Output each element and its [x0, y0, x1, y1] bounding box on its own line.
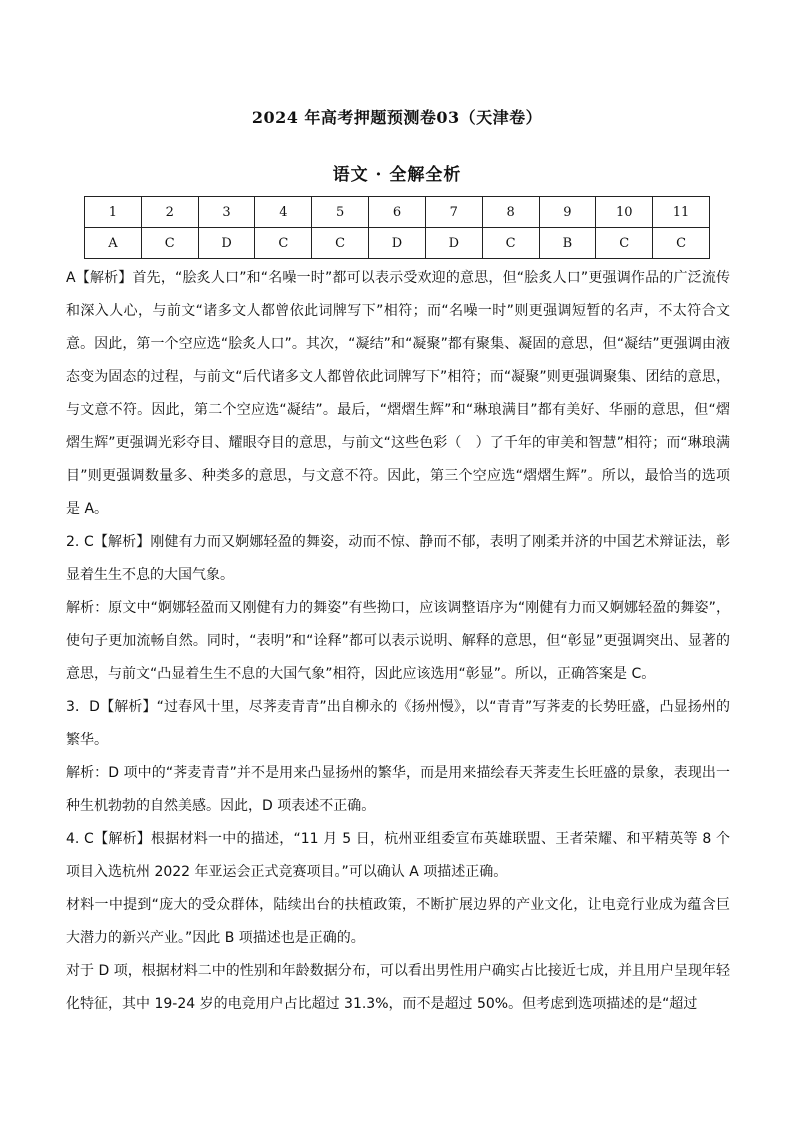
question-number-row: [85, 197, 710, 228]
answer-cell: B: [539, 228, 596, 259]
answer-cell: C: [312, 228, 369, 259]
question-number: 10: [596, 197, 653, 228]
question-number: 5: [312, 197, 369, 228]
document-subtitle: 语文 · 全解全析: [332, 165, 462, 185]
question-number: 3: [198, 197, 255, 228]
analysis-paragraph-q2: 2. C【解析】刚健有力而又婀娜轻盈的舞姿，动而不惊、静而不郁，表明了刚柔并济的中国艺术辩证法，彰显着生生不息的大国气象。: [66, 534, 730, 583]
answer-cell: C: [482, 228, 539, 259]
answer-table: [84, 196, 710, 259]
question-number: 1: [85, 197, 142, 228]
analysis-paragraph-q3-explanation: 解析：D 项中的“荠麦青青”并不是用来凸显扬州的繁华，而是用来描绘春天荠麦生长旺盛的景象，表现出一种生机勃勃的自然美感。因此，D 项表述不正确。: [66, 765, 730, 814]
answer-cell: C: [141, 228, 198, 259]
analysis-paragraph-q4: 4. C【解析】根据材料一中的描述，“11 月 5 日，杭州亚组委宣布英雄联盟、王者荣耀、和平精英等 8 个项目入选杭州 2022 年亚运会正式竞赛项目。”可以确认 A 项描述正确。: [66, 831, 730, 880]
question-number: 4: [255, 197, 312, 228]
question-number: 6: [369, 197, 426, 228]
question-number: 2: [141, 197, 198, 228]
question-number: 7: [425, 197, 482, 228]
question-number: 8: [482, 197, 539, 228]
analysis-body: [66, 262, 730, 1021]
analysis-paragraph-q2-explanation: 解析：原文中“婀娜轻盈而又刚健有力的舞姿”有些拗口，应该调整语序为“刚健有力而又婀娜轻盈的舞姿”，使句子更加流畅自然。同时，“表明”和“诠释”都可以表示说明、解释的意思，但“彰显”更强调突出、显著的意思，与前文“凸显着生生不息的大国气象”相符，因此应该选用“彰显”。所以，正确答案是 C。: [66, 600, 730, 682]
question-number: 11: [653, 197, 710, 228]
analysis-paragraph-q4-material: 材料一中提到“庞大的受众群体，陆续出台的扶植政策，不断扩展边界的产业文化，让电竞行业成为蕴含巨大潜力的新兴产业。”因此 B 项描述也是正确的。: [66, 897, 730, 946]
answer-row: [85, 228, 710, 259]
analysis-paragraph-q4-option-d: 对于 D 项，根据材料二中的性别和年龄数据分布，可以看出男性用户确实占比接近七成，并且用户呈现年轻化特征，其中 19-24 岁的电竞用户占比超过 31.3%，而不是超过 50%。但考虑到选项描述的是“超过: [66, 963, 730, 1012]
analysis-paragraph-q3: 3．D【解析】“过春风十里，尽荠麦青青”出自柳永的《扬州慢》，以“青青”写荠麦的长势旺盛，凸显扬州的繁华。: [66, 699, 730, 748]
answer-cell: D: [425, 228, 482, 259]
answer-cell: C: [255, 228, 312, 259]
answer-cell: A: [85, 228, 142, 259]
answer-cell: D: [369, 228, 426, 259]
answer-cell: C: [596, 228, 653, 259]
question-number: 9: [539, 197, 596, 228]
answer-cell: C: [653, 228, 710, 259]
document-title: 2024 年高考押题预测卷03（天津卷）: [251, 108, 543, 127]
analysis-paragraph-q1: A【解析】首先，“脍炙人口”和“名噪一时”都可以表示受欢迎的意思，但“脍炙人口”更强调作品的广泛流传和深入人心，与前文“诸多文人都曾依此词牌写下”相符；而“名噪一时”则更强调短暂的名声，不太符合文意。因此，第一个空应选“脍炙人口”。其次，“凝结”和“凝聚”都有聚集、凝固的意思，但“凝结”更强调由液态变为固态的过程，与前文“后代诸多文人都曾依此词牌写下”相符；而“凝聚”则更强调聚集、团结的意思，与文意不符。因此，第二个空应选“凝结”。最后，“熠熠生辉”和“琳琅满目”都有美好、华丽的意思，但“熠熠生辉”更强调光彩夺目、耀眼夺目的意思，与前文“这些色彩（ ）了千年的审美和智慧”相符；而“琳琅满目”则更强调数量多、种类多的意思，与文意不符。因此，第三个空应选“熠熠生辉”。所以，最恰当的选项是 A。: [66, 270, 730, 517]
answer-cell: D: [198, 228, 255, 259]
